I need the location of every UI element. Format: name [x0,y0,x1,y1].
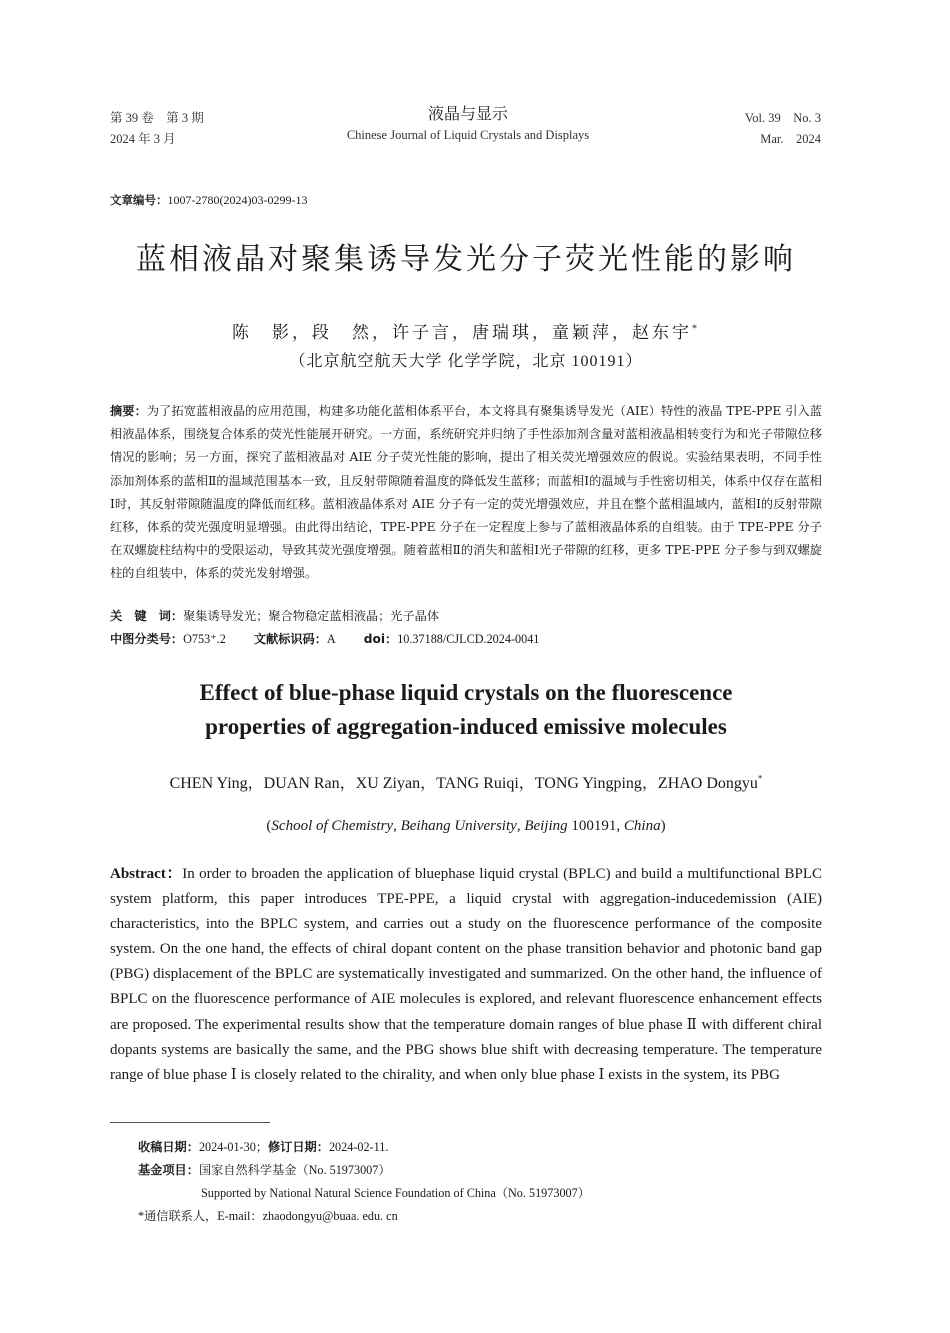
corresponding-mark-en: * [757,773,763,784]
footnote-divider [110,1122,270,1123]
paper-title-cn: 蓝相液晶对聚集诱导发光分子荧光性能的影响 [136,242,796,277]
clc-value: O753⁺.2 [183,632,226,646]
header-volume-info-en [745,108,821,150]
authors-en-names: CHEN Ying，DUAN Ran，XU Ziyan，TANG Ruiqi，TONG Yingping，ZHAO Dongyu [169,775,758,792]
abstract-en-label: Abstract： [110,866,183,882]
authors-cn [0,318,932,343]
fund-label: 基金项目： [138,1163,199,1177]
revised-value: 2024-02-11. [328,1140,389,1154]
article-number-value: 1007-2780(2024)03-0299-13 [167,193,308,207]
article-number-label: 文章编号： [110,193,168,207]
doc-code-label: 文献标识码： [253,632,327,646]
keywords-cn [110,606,439,626]
fund-value: 国家自然科学基金（No. 51973007） [198,1163,391,1177]
affil-en-city: Beijing [524,818,568,834]
footnote-corresponding: *通信联系人，E-mail：zhaodongyu@buaa. edu. cn [138,1209,398,1223]
keywords-label: 关 键 词： [110,609,184,623]
classification-line [110,629,539,649]
header-vol-no: Vol. 39 No. 3 [744,111,821,125]
header-date-cn: 2024 年 3 月 [110,132,176,146]
journal-name-en: Chinese Journal of Liquid Crystals and Displays [346,128,590,142]
doi-label: doi： [363,632,398,646]
keywords-text: 聚集诱导发光；聚合物稳定蓝相液晶；光子晶体 [183,609,440,623]
abstract-cn [110,400,822,586]
abstract-cn-label: 摘要： [110,404,147,418]
footnotes [138,1136,590,1228]
footnote-fund-en: Supported by National Natural Science Foundation of China（No. 51973007） [201,1186,590,1200]
abstract-cn-text: 为了拓宽蓝相液晶的应用范围，构建多功能化蓝相体系平台，本文将具有聚集诱导发光（AIE）特性的液晶 TPE-PPE 引入蓝相液晶体系，围绕复合体系的荧光性能展开研究。一方面，系统研究并归纳了手性添加剂含量对蓝相液晶相转变行为和光子带隙位移情况的影响；另一方面，探究了蓝相液晶对 AIE 分子荧光性能的影响，提出了相关荧光增强效应的假说。实验结果表明，不同手性添加剂体系的蓝相Ⅱ的温域范围基本一致，且反射带隙随着温度的降低发生蓝移；而蓝相Ⅰ的温域与手性密切相关，体系中仅存在蓝相Ⅰ时，其反射带隙随温度的降低而红移。蓝相液晶体系对 AIE 分子有一定的荧光增强效应，并且在整个蓝相温域内，蓝相Ⅰ的反射带隙红移，体系的荧光强度明显增强。由此得出结论，TPE-PPE 分子在一定程度上参与了蓝相液晶体系的自组装。由于 TPE-PPE 分子在双螺旋柱结构中的受限运动，导致其荧光强度增强。随着蓝相Ⅱ的消失和蓝相Ⅰ光子带隙的红移，更多 TPE-PPE 分子参与到双螺旋柱的自组装中，体系的荧光发射增强。 [110,404,822,581]
affiliation-cn: （北京航空航天大学 化学学院，北京 100191） [289,353,643,370]
header-volume-info [110,108,204,150]
affil-en-school: School of Chemistry [271,818,394,834]
abstract-en [110,862,822,1088]
affil-en-country: China [623,818,661,834]
received-label: 收稿日期： [138,1140,199,1154]
authors-cn-names: 陈 影，段 然，许子言，唐瑞琪，童颖萍，赵东宇 [232,323,692,342]
footnote-fund [138,1159,590,1182]
article-number [110,192,307,208]
header-journal [300,104,636,144]
corresponding-mark-cn: * [692,323,700,335]
header-date-en: Mar. 2024 [760,132,821,146]
received-value: 2024-01-30； [198,1140,268,1154]
affil-en-university: Beihang University [400,818,517,834]
paper-title-en: Effect of blue-phase liquid crystals on the fluorescence properties of aggregation-induced emissive molecules [199,680,733,739]
footnote-dates [138,1136,590,1159]
clc-label: 中图分类号： [110,632,184,646]
revised-label: 修订日期： [268,1140,329,1154]
affil-en-postcode: 100191 [571,818,617,834]
header-volume-issue: 第 39 卷 第 3 期 [110,111,204,125]
journal-name-cn: 液晶与显示 [427,106,508,123]
doi-value: 10.37188/CJLCD.2024-0041 [397,632,540,646]
affiliation-en: (School of Chemistry, Beihang University, Beijing 100191, China) [266,818,666,834]
abstract-en-text: In order to broaden the application of bluephase liquid crystal (BPLC) and build a multifunctional BPLC system platform, this paper introduces TPE-PPE, a liquid crystal with aggregation-inducedemission (AIE) characteristics, into the BPLC system, and carries out a study on the fluorescence performance of the composite system. On the one hand, the effects of chiral dopant content on the phase transition behavior and photonic band gap (PBG) displacement of the BPLC are systematically investigated and summarized. On the other hand, the influence of BPLC on the fluorescence performance of AIE molecules is explored, and relevant fluorescence enhancement effects are proposed. The experimental results show that the temperature domain ranges of blue phase Ⅱ with different chiral dopants systems are basically the same, and the PBG shows blue shift with decreasing temperature. The temperature range of blue phase Ⅰ is closely related to the chirality, and when only blue phase Ⅰ exists in the system, its PBG [110,866,822,1083]
doc-code-value: A [326,632,336,646]
authors-en [0,770,932,793]
